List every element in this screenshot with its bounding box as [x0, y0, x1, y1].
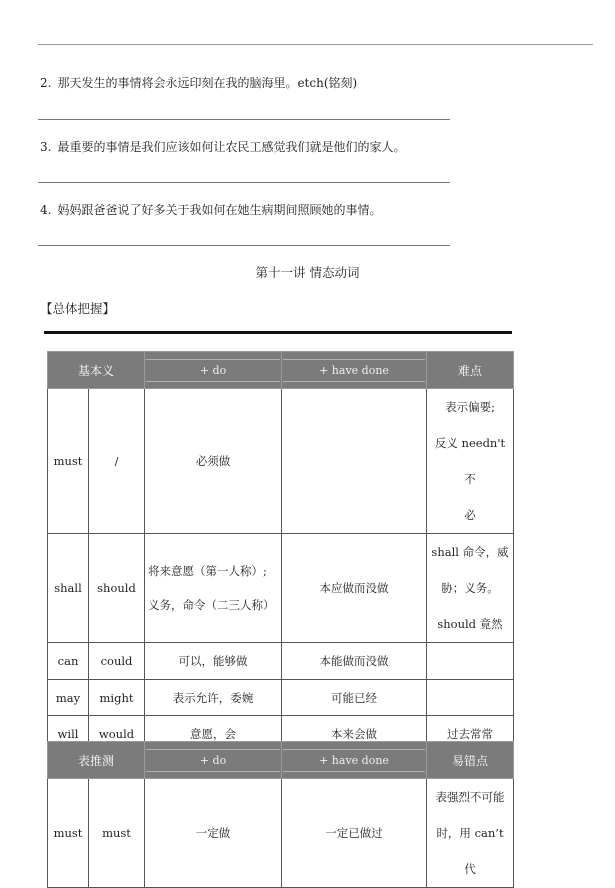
top-rule: [38, 44, 593, 45]
question-text: 那天发生的事情将会永远印刻在我的脑海里。etch(铭刻): [57, 76, 358, 90]
difficulty-cell: [427, 643, 514, 680]
difficulty-cell: [427, 680, 514, 716]
table-row: [48, 534, 514, 643]
difficulty-cell: 过去常常: [427, 716, 514, 753]
question-4: 4. 妈妈跟爸爸说了好多关于我如何在她生病期间照顾她的事情。: [40, 203, 382, 217]
modal-past: could: [89, 643, 145, 680]
header-plus-have-done: + have done: [282, 742, 427, 779]
mistake-cell: 表强烈不可能 时，用 can’t 代: [427, 779, 514, 888]
plus-have-done-cell: 本能做而没做: [282, 643, 427, 680]
table-header-row: [48, 352, 514, 389]
header-plus-do: + do: [145, 352, 282, 389]
question-text: 最重要的事情是我们应该如何让农民工感觉我们就是他们的家人。: [57, 140, 406, 154]
plus-have-done-cell: 可能已经: [282, 680, 427, 716]
modal-past: should: [89, 534, 145, 643]
modal-past: must: [89, 779, 145, 888]
header-plus-have-done: + have done: [282, 352, 427, 389]
answer-line[interactable]: [38, 182, 450, 183]
table-row: [48, 680, 514, 716]
modal-word: will: [48, 716, 89, 753]
plus-have-done-cell: [282, 389, 427, 534]
header-common-mistake: 易错点: [427, 742, 514, 779]
question-2: 2. 那天发生的事情将会永远印刻在我的脑海里。etch(铭刻): [40, 76, 358, 90]
modal-word: must: [48, 779, 89, 888]
table-row: [48, 779, 514, 888]
plus-have-done-cell: 一定已做过: [282, 779, 427, 888]
modal-past: /: [89, 389, 145, 534]
lecture-title: 第十一讲 情态动词: [255, 265, 360, 280]
table-header-row: [48, 742, 514, 779]
answer-line[interactable]: [38, 119, 450, 120]
overview-label: 【总体把握】: [40, 301, 116, 316]
modal-word: can: [48, 643, 89, 680]
plus-do-cell: 必须做: [145, 389, 282, 534]
header-inference: 表推测: [48, 742, 145, 779]
modal-basic-table: [47, 351, 514, 753]
plus-do-cell: 一定做: [145, 779, 282, 888]
table-row: [48, 389, 514, 534]
modal-word: shall: [48, 534, 89, 643]
header-difficulty: 难点: [427, 352, 514, 389]
plus-do-cell: 将来意愿（第一人称）; 义务，命令（二三人称）: [145, 534, 282, 643]
plus-do-cell: 可以，能够做: [145, 643, 282, 680]
answer-line[interactable]: [38, 245, 450, 246]
modal-word: may: [48, 680, 89, 716]
plus-have-done-cell: 本应做而没做: [282, 534, 427, 643]
header-basic-meaning: 基本义: [48, 352, 145, 389]
section-rule: [44, 331, 512, 334]
difficulty-cell: shall 命令，威 胁；义务。 should 竟然: [427, 534, 514, 643]
header-plus-do: + do: [145, 742, 282, 779]
modal-past: might: [89, 680, 145, 716]
difficulty-cell: 表示偏要; 反义 needn't 不 必: [427, 389, 514, 534]
plus-have-done-cell: 本来会做: [282, 716, 427, 753]
table-row: [48, 643, 514, 680]
question-text: 妈妈跟爸爸说了好多关于我如何在她生病期间照顾她的事情。: [57, 203, 382, 217]
plus-do-cell: 意愿，会: [145, 716, 282, 753]
modal-word: must: [48, 389, 89, 534]
plus-do-cell: 表示允许，委婉: [145, 680, 282, 716]
modal-past: would: [89, 716, 145, 753]
modal-inference-table: [47, 741, 514, 888]
question-3: 3. 最重要的事情是我们应该如何让农民工感觉我们就是他们的家人。: [40, 140, 406, 154]
